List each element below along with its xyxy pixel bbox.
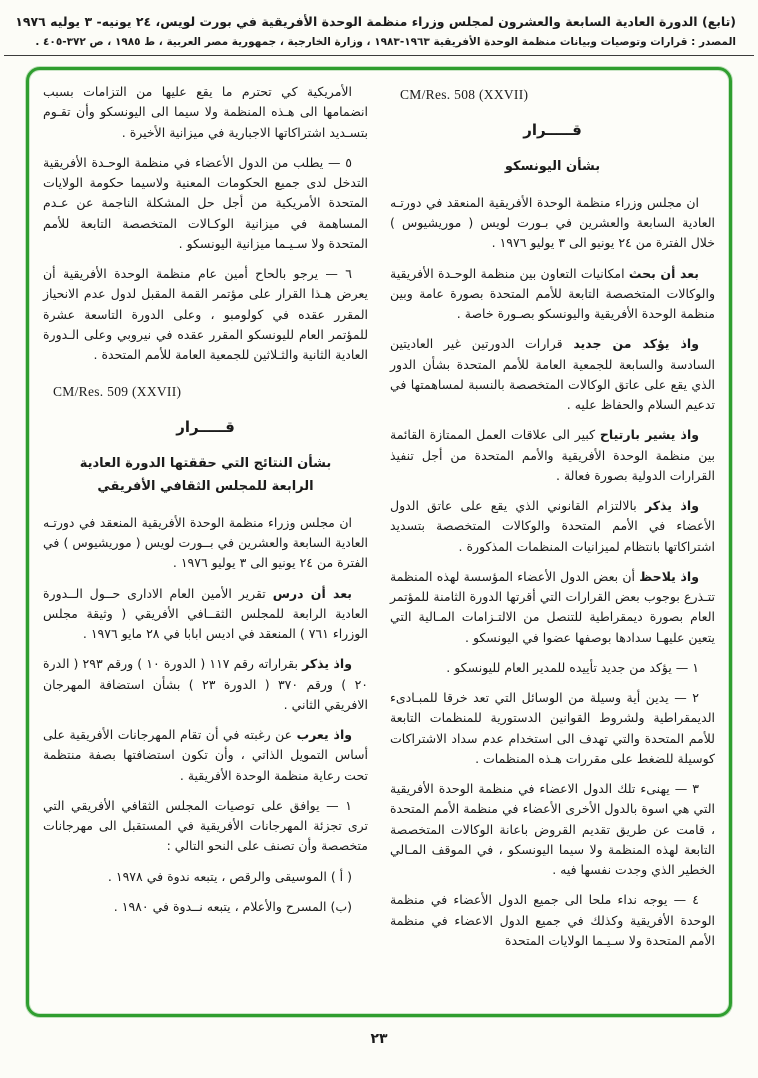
- paragraph: [390, 567, 715, 648]
- paragraph-body: ٣ — يهنىء تلك الدول الاعضاء في منظمة الوحدة الأفريقية التي هي اسوة بالدول الأخرى الأعضاء في منظمة الأمم المتحدة ، قامت عن طريق تقديم القروض باعانة الوكالات المتخصصة التابعة لهذه المنظمة ولا سيما اليونسكو ، في الموقف المـالي الخطير الذي وجدت نفسها فيه .: [390, 781, 715, 878]
- numbered-item-2: [390, 688, 715, 769]
- paragraph: [390, 264, 715, 325]
- numbered-item-1: [43, 796, 368, 857]
- paragraph-lead: بعد أن بحث: [628, 265, 699, 281]
- paragraph-lead: واذ يذكر: [302, 656, 352, 672]
- paragraph: [43, 654, 368, 715]
- numbered-item-5: [43, 153, 368, 254]
- paragraph-body: تقرير الأمين العام الادارى حــول الــدورة العادية الرابعة للمجلس الثقــافي الأفريقي ( وثيقة مجلس الوزراء ٧٦١ ) المنعقد في اديس ابابا في ٢٨ مايو ١٩٧٦ .: [43, 585, 368, 642]
- paragraph-body: ١ — يوافق على توصيات المجلس الثقافي الأفريقي التي ترى تجزئة المهرجانات الأفريقية في المستقبل الى مهرجانات متخصصة وأن تصنف على النحو التالي :: [43, 797, 368, 854]
- header-session-line: (تابع) الدورة العادية السابعة والعشرون لمجلس وزراء منظمة الوحدة الأفريقية في بورت لويس، ٢٤ يونيه- ٣ يوليه ١٩٧٦: [15, 14, 736, 29]
- paragraph-body: ٦ — يرجو بالحاح أمين عام منظمة الوحدة الأفريقية أن يعرض هـذا القرار على مؤتمر القمة المقبل لدول عدم الانحياز المقرر عقده في كولومبو ، وعلى الدورة التاسعة عشرة للمؤتمر العام لليونسكو المقرر عقده في نيروبي وعلى الـدورة العادية الثانية والثـلاثين للجمعية العامة للأمم المتحدة .: [43, 266, 368, 362]
- header-source-line: المصدر : قرارات وتوصيات وبيانات منظمة الوحدة الأفريقية ١٩٦٣-١٩٨٣ ، وزارة الخارجية ، جمهورية مصر العربية ، ط ١٩٨٥ ، ص ٣٧٢-٤٠٥ .: [35, 36, 736, 48]
- resolution-509-title: قـــــرار: [176, 418, 235, 437]
- paragraph: [43, 725, 368, 786]
- numbered-item-1: [390, 658, 715, 678]
- paragraph-body: ٥ — يطلب من الدول الأعضاء في منظمة الوحـدة الأفريقية التدخل لدى جميع الحكومات المعنية ولاسيما حكومة الولايات المتحدة الأمريكية من أجل حل المشكلة الناجمة عن عـدم المساهمة في ميزانية الوكـالات المتخصصة التابعة للأمم المتحدة ولا سـيـما ميزانية اليونسكو .: [43, 154, 368, 251]
- paragraph-body: (ب) المسرح والأعلام ، يتبعه نــدوة في ١٩٨٠ .: [113, 898, 352, 914]
- page-header: [4, 0, 754, 56]
- paragraph-body: ( أ ) الموسيقى والرقص ، يتبعه ندوة في ١٩٧٨ .: [107, 868, 352, 884]
- continuation-paragraph: [43, 82, 368, 143]
- paragraph-lead: واذ يلاحظ: [639, 568, 699, 584]
- resolution-508-subtitle: بشأن اليونسكو: [504, 159, 601, 175]
- paragraph: [390, 334, 715, 415]
- resolution-508-number: CM/Res. 508 (XXVII): [400, 87, 529, 102]
- paragraph-body: الأمريكية كي تحترم ما يقع عليها من التزامات بسبب انضمامها الى هـذه المنظمة ولا سيما الى اليونسكو وأن تقـوم بتسـديد اشتراكاتها الاجبارية في ميزانية الأخيرة .: [43, 84, 368, 140]
- paragraph-body: بقراراته رقم ١١٧ ( الدورة ١٠ ) ورقم ٢٩٣ ( الدرة ٢٠ ) ورقم ٣٧٠ ( الدورة ٢٣ ) بشأن استضافة المهرجان الافريقي الثاني .: [43, 656, 368, 712]
- paragraph: [390, 425, 715, 486]
- resolution-509-number: CM/Res. 509 (XXVII): [53, 384, 182, 400]
- column-right-res508: [390, 82, 715, 1002]
- content-frame: [26, 67, 732, 1017]
- paragraph-body: عن رغبته في أن تقام المهرجانات الأفريقية على أساس التمويل الذاتي ، وأن تكون استضافتها بصفة منتظمة تحت رعاية منظمة الوحدة الأفريقية .: [43, 727, 368, 783]
- paragraph-body: كبير الى علاقات العمل الممتازة القائمة بين منظمة الوحدة الأفريقية والأمم المتحدة من أجل تنفيذ القرارات الدولية بصورة فعالة .: [390, 427, 715, 483]
- paragraph-lead: واذ يذكر: [644, 498, 699, 514]
- paragraph: [390, 496, 715, 557]
- resolution-509-subtitle: بشأن النتائج التي حققتها الدورة العادية الرابعة للمجلس الثقافي الأفريقي: [79, 456, 332, 495]
- paragraph-body: ٢ — يدين أية وسيلة من الوسائل التي تعد خرقا للمبـادىء الديمقراطية ولشروط القوانين الدستورية للمنظمات التابعة للأمم المتحدة والتي تهدف الى استخدام عدم سداد الاشتراكات كوسيلة للضغط على مقررات هـذه المنظمات .: [390, 690, 715, 766]
- list-item-b: [43, 897, 368, 917]
- paragraph: [43, 513, 368, 574]
- paragraph-body: ان مجلس وزراء منظمة الوحدة الأفريقية المنعقد في دورتـه العادية السابعة والعشرين في بــورت لويس ( موريشيوس ) في الفترة من ٢٤ يونيو الى ٣ يوليو ١٩٧٦ .: [43, 514, 368, 571]
- paragraph-body: ٤ — يوجه نداء ملحا الى جميع الدول الأعضاء في منظمة الوحدة الأفريقية وكذلك في جميع الدول الاعضاء في منظمة الأمم المتحدة ولا سـيـما الولايات المتحدة: [390, 892, 715, 948]
- page-number: ٢٣: [370, 1031, 388, 1047]
- paragraph-lead: بعد أن درس: [272, 585, 352, 601]
- paragraph-body: ١ — يؤكد من جديد تأييده للمدير العام لليونسكو .: [446, 659, 699, 675]
- paragraph-body: امكانيات التعاون بين منظمة الوحـدة الأفريقية والوكالات المتخصصة التابعة للأمم المتحدة بصورة عامة وبين منظمة الوحدة الأفريقية واليونسكو بصـورة خاصة .: [390, 265, 715, 322]
- resolution-508-title: قـــــرار: [523, 120, 582, 139]
- paragraph-body: أن بعض الدول الأعضاء المؤسسة لهذه المنظمة تتـذرع بوجوب بعض القرارات التي أقرتها الدورة الثامنة للمؤتمر العام بصورة ديمقراطية للتنصل من الالتـزامات المـالية التي يتعين عليهـا سدادها بوصفها عضوا في اليونسكو .: [390, 568, 715, 645]
- paragraph-lead: واذ يعرب: [296, 727, 352, 743]
- two-column-layout: [43, 82, 715, 1002]
- paragraph: [390, 193, 715, 254]
- list-item-a: [43, 867, 368, 887]
- numbered-item-3: [390, 779, 715, 880]
- numbered-item-4: [390, 890, 715, 951]
- paragraph: [43, 584, 368, 645]
- paragraph-body: بالالتزام القانوني الذي يقع على عاتق الدول الأعضاء في الأمم المتحدة والوكالات المتخصصة بتسديد اشتراكاتها بانتظام لميزانيات المنظمات المذكورة .: [390, 498, 715, 554]
- column-left-res509: [43, 82, 368, 1002]
- paragraph-lead: واذ يؤكد من جديد: [573, 336, 699, 352]
- paragraph-body: قرارات الدورتين غير العاديتين السادسة والسابعة للجمعية العامة للأمم المتحدة بشأن الدور الذي يقع على عاتق الوكالات المتخصصة بالنسبة لمساهمتها في تدعيم السلام والحفاظ عليه .: [390, 336, 715, 413]
- paragraph-lead: واذ يشير بارتياح: [599, 427, 699, 443]
- paragraph-body: ان مجلس وزراء منظمة الوحدة الأفريقية المنعقد في دورتـه العادية السابعة والعشرين في بـورت لويس ( موريشيوس ) خلال الفترة من ٢٤ يونيو الى ٣ يوليو ١٩٧٦ .: [390, 194, 715, 251]
- numbered-item-6: [43, 264, 368, 365]
